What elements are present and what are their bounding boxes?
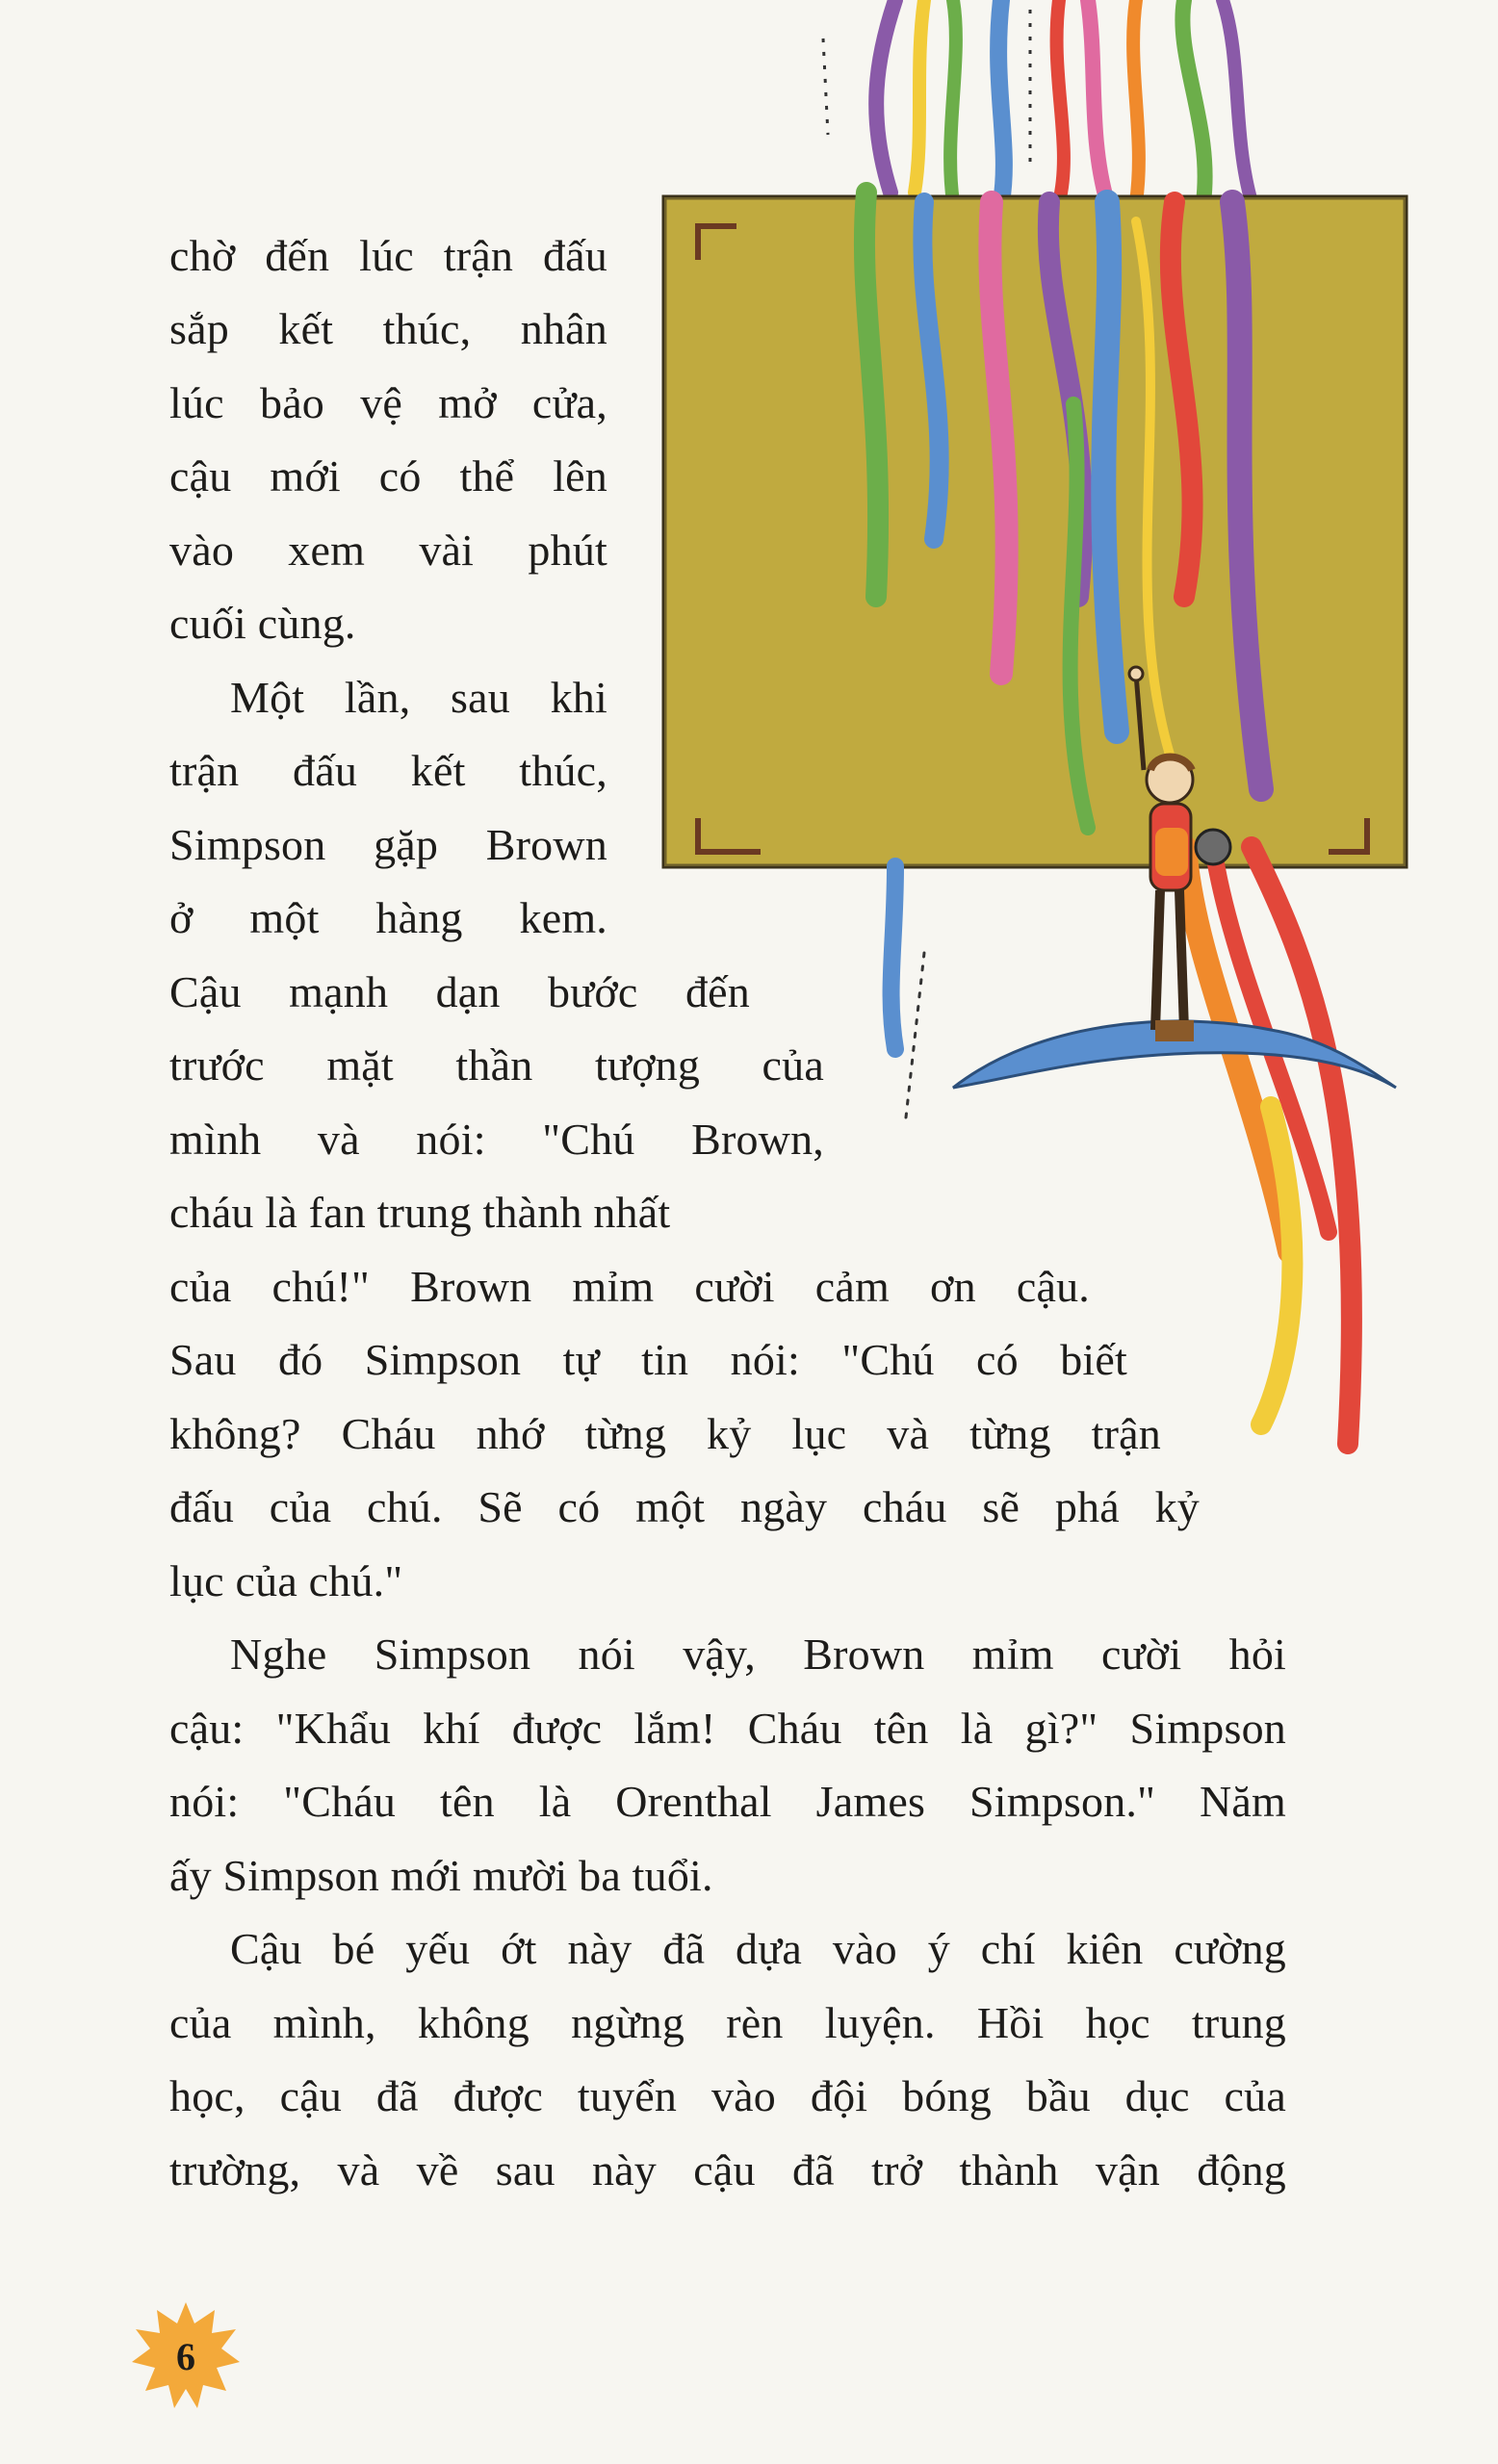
text-line: lục của chú." <box>169 1556 403 1605</box>
text-line: Sau đó Simpson tự tin nói: "Chú có biết <box>169 1335 1127 1384</box>
text-line: nói: "Cháu tên là Orenthal James Simpson." Năm <box>169 1777 1286 1826</box>
text-line: cuối cùng. <box>169 599 356 648</box>
text-line: cháu là fan trung thành nhất <box>169 1188 671 1237</box>
text-line: ở một hàng kem. <box>169 893 607 942</box>
text-line: không? Cháu nhớ từng kỷ lục và từng trận <box>169 1409 1161 1458</box>
ribbon-banner-illustration <box>635 0 1425 1473</box>
text-line: của chú!" Brown mỉm cười cảm ơn cậu. <box>169 1262 1090 1311</box>
text-line: chờ đến lúc trận đấu <box>169 231 607 280</box>
text-line: vào xem vài phút <box>169 526 607 575</box>
ribbons-top <box>876 0 1252 202</box>
text-line: mình và nói: "Chú Brown, <box>169 1115 824 1164</box>
text-line: trận đấu kết thúc, <box>169 746 607 795</box>
text-line: học, cậu đã được tuyển vào đội bóng bầu dục của <box>169 2071 1286 2120</box>
text-line: cậu mới có thể lên <box>169 451 607 500</box>
text-line: của mình, không ngừng rèn luyện. Hồi học trung <box>169 1998 1286 2047</box>
text-line: ấy Simpson mới mười ba tuổi. <box>169 1851 713 1900</box>
text-line: Simpson gặp Brown <box>169 820 607 869</box>
text-line: Một lần, sau khi <box>230 673 607 722</box>
text-line: đấu của chú. Sẽ có một ngày cháu sẽ phá kỷ <box>169 1482 1200 1531</box>
text-line: cậu: "Khẩu khí được lắm! Cháu tên là gì?" Simpson <box>169 1704 1286 1753</box>
text-line: Cậu mạnh dạn bước đến <box>169 967 750 1016</box>
text-line: Nghe Simpson nói vậy, Brown mỉm cười hỏi <box>230 1630 1286 1679</box>
text-line: trường, và về sau này cậu đã trở thành vận động <box>169 2145 1286 2194</box>
text-line: Cậu bé yếu ớt này đã dựa vào ý chí kiên cường <box>230 1924 1286 1973</box>
page-number: 6 <box>176 2334 195 2378</box>
text-line: sắp kết thúc, nhân <box>169 304 607 353</box>
text-line: lúc bảo vệ mở cửa, <box>169 378 607 427</box>
text-line: trước mặt thần tượng của <box>169 1040 824 1090</box>
